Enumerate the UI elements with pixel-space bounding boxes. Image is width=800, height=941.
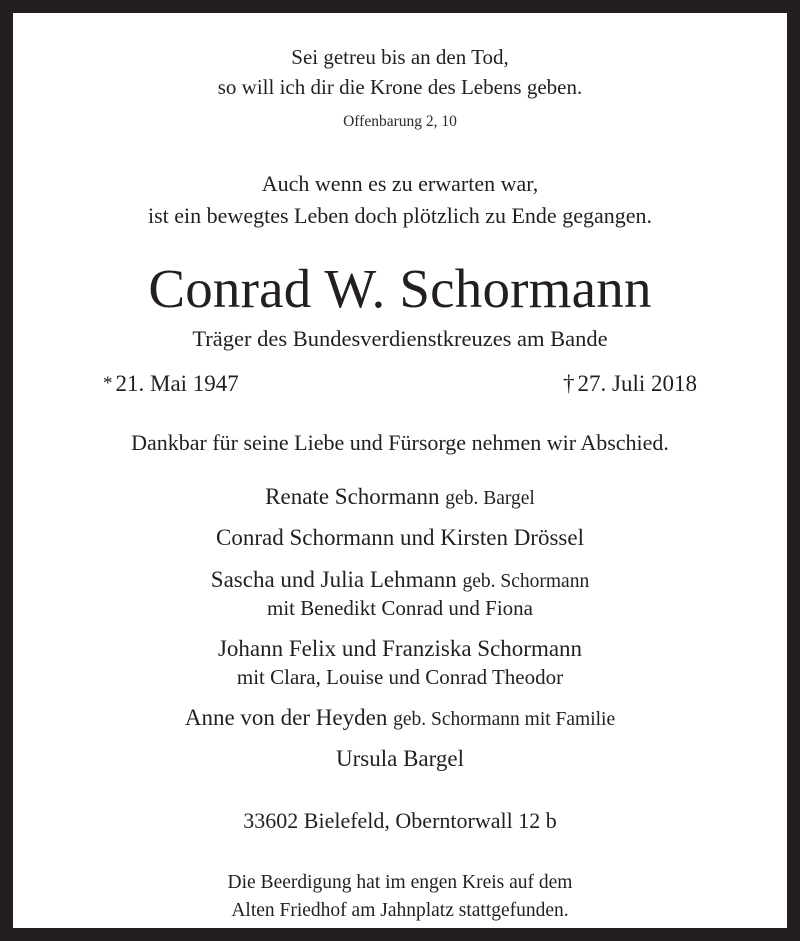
funeral-note-line-2: Alten Friedhof am Jahnplatz stattgefunden. [231, 900, 569, 922]
obituary-content [13, 13, 787, 928]
funeral-note-line-1: Die Beerdigung hat im engen Kreis auf dem [227, 872, 573, 894]
gratitude-text: Dankbar für seine Liebe und Fürsorge nehmen wir Abschied. [131, 430, 669, 456]
survivor-name: Johann Felix und Franziska Schormann [217, 635, 583, 661]
survivor-entry [103, 702, 697, 734]
survivor-name: Anne von der Heyden [184, 704, 394, 730]
intro-line-1: Auch wenn es zu erwarten war, [261, 171, 539, 197]
address-line: 33602 Bielefeld, Oberntorwall 12 b [243, 807, 557, 833]
intro-text [103, 168, 697, 232]
survivors-list [103, 481, 697, 775]
bible-verse [103, 43, 697, 103]
survivor-children-line: mit Benedikt Conrad und Fiona [267, 596, 533, 621]
survivor-entry [103, 522, 697, 554]
death-date-value: 27. Juli 2018 [577, 371, 697, 397]
death-cross-icon: † [563, 371, 575, 397]
survivor-name: Renate Schormann [265, 483, 446, 509]
deceased-honorific: Träger des Bundesverdienstkreuzes am Bande [192, 325, 608, 351]
survivor-primary-line [103, 702, 697, 734]
verse-line-2: so will ich dir die Krone des Lebens geben. [217, 74, 583, 99]
survivor-primary-line [103, 743, 697, 775]
birth-date [103, 371, 239, 397]
survivor-nee: geb. Schormann [462, 570, 590, 592]
survivor-primary-line [103, 522, 697, 554]
survivor-primary-line [103, 481, 697, 513]
survivor-name: Conrad Schormann und Kirsten Drössel [216, 525, 584, 551]
survivor-nee: geb. Bargel [445, 487, 535, 509]
survivor-primary-line [103, 564, 697, 596]
deceased-name: Conrad W. Schormann [148, 258, 652, 320]
survivor-primary-line [103, 633, 697, 665]
life-dates [103, 371, 697, 397]
verse-source: Offenbarung 2, 10 [343, 112, 457, 130]
funeral-note [103, 869, 697, 924]
survivor-children-line: mit Clara, Louise und Conrad Theodor [236, 665, 564, 690]
verse-line-1: Sei getreu bis an den Tod, [291, 45, 509, 69]
intro-line-2: ist ein bewegtes Leben doch plötzlich zu Ende gegangen. [148, 203, 652, 229]
survivor-name: Sascha und Julia Lehmann [210, 566, 463, 592]
survivor-entry [103, 633, 697, 692]
survivor-entry [103, 481, 697, 513]
survivor-entry [103, 743, 697, 775]
death-date [563, 371, 697, 397]
survivor-nee: geb. Schormann mit Familie [393, 708, 616, 730]
survivor-name: Ursula Bargel [336, 746, 464, 772]
survivor-entry [103, 564, 697, 623]
birth-date-value: 21. Mai 1947 [115, 371, 239, 397]
birth-star-icon: * [103, 373, 113, 395]
